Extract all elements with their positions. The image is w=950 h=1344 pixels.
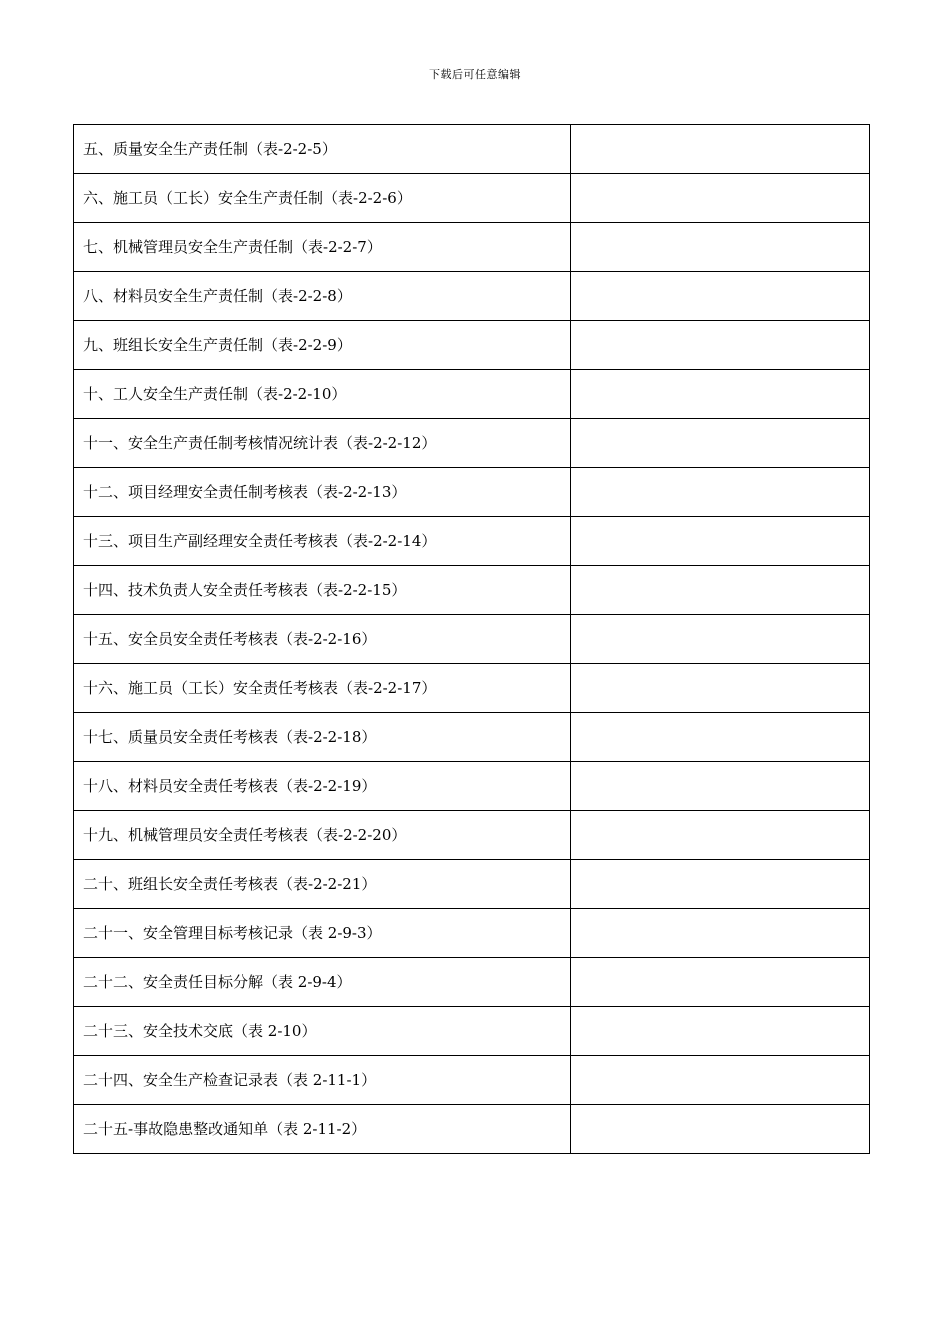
row-title: 十七、质量员安全责任考核表（表-2-2-18） xyxy=(74,713,571,762)
row-remark xyxy=(571,713,870,762)
table-row xyxy=(74,566,870,615)
table-row xyxy=(74,174,870,223)
table-row xyxy=(74,615,870,664)
row-title: 十、工人安全生产责任制（表-2-2-10） xyxy=(74,370,571,419)
row-remark xyxy=(571,1007,870,1056)
table-row xyxy=(74,762,870,811)
table-row xyxy=(74,370,870,419)
row-title: 十一、安全生产责任制考核情况统计表（表-2-2-12） xyxy=(74,419,571,468)
table-row xyxy=(74,1007,870,1056)
row-title: 七、机械管理员安全生产责任制（表-2-2-7） xyxy=(74,223,571,272)
table-row xyxy=(74,811,870,860)
row-title: 九、班组长安全生产责任制（表-2-2-9） xyxy=(74,321,571,370)
table-row xyxy=(74,664,870,713)
row-remark xyxy=(571,615,870,664)
row-title: 五、质量安全生产责任制（表-2-2-5） xyxy=(74,125,571,174)
table-row xyxy=(74,1105,870,1154)
row-title: 十三、项目生产副经理安全责任考核表（表-2-2-14） xyxy=(74,517,571,566)
row-title: 十二、项目经理安全责任制考核表（表-2-2-13） xyxy=(74,468,571,517)
table-row xyxy=(74,517,870,566)
row-title: 十五、安全员安全责任考核表（表-2-2-16） xyxy=(74,615,571,664)
table-row xyxy=(74,958,870,1007)
row-remark xyxy=(571,664,870,713)
row-remark xyxy=(571,370,870,419)
row-remark xyxy=(571,223,870,272)
table-row xyxy=(74,125,870,174)
row-remark xyxy=(571,958,870,1007)
row-remark xyxy=(571,566,870,615)
row-title: 六、施工员（工长）安全生产责任制（表-2-2-6） xyxy=(74,174,571,223)
row-title: 十四、技术负责人安全责任考核表（表-2-2-15） xyxy=(74,566,571,615)
row-remark xyxy=(571,174,870,223)
row-title: 二十、班组长安全责任考核表（表-2-2-21） xyxy=(74,860,571,909)
row-remark xyxy=(571,272,870,321)
row-remark xyxy=(571,1056,870,1105)
row-title: 十六、施工员（工长）安全责任考核表（表-2-2-17） xyxy=(74,664,571,713)
row-title: 十八、材料员安全责任考核表（表-2-2-19） xyxy=(74,762,571,811)
row-title: 十九、机械管理员安全责任考核表（表-2-2-20） xyxy=(74,811,571,860)
table-row xyxy=(74,419,870,468)
row-title: 八、材料员安全生产责任制（表-2-2-8） xyxy=(74,272,571,321)
table-row xyxy=(74,860,870,909)
row-remark xyxy=(571,811,870,860)
row-remark xyxy=(571,1105,870,1154)
row-remark xyxy=(571,125,870,174)
row-title: 二十三、安全技术交底（表 2-10） xyxy=(74,1007,571,1056)
row-remark xyxy=(571,419,870,468)
row-remark xyxy=(571,762,870,811)
header-note: 下载后可任意编辑 xyxy=(429,68,521,81)
row-remark xyxy=(571,321,870,370)
row-remark xyxy=(571,468,870,517)
table-row xyxy=(74,1056,870,1105)
row-remark xyxy=(571,517,870,566)
row-remark xyxy=(571,909,870,958)
table-row xyxy=(74,909,870,958)
row-remark xyxy=(571,860,870,909)
table-row xyxy=(74,713,870,762)
document-index-table xyxy=(73,124,870,1154)
row-title: 二十五-事故隐患整改通知单（表 2-11-2） xyxy=(74,1105,571,1154)
row-title: 二十四、安全生产检查记录表（表 2-11-1） xyxy=(74,1056,571,1105)
row-title: 二十一、安全管理目标考核记录（表 2-9-3） xyxy=(74,909,571,958)
table-row xyxy=(74,321,870,370)
table-row xyxy=(74,468,870,517)
row-title: 二十二、安全责任目标分解（表 2-9-4） xyxy=(74,958,571,1007)
table-row xyxy=(74,272,870,321)
table-row xyxy=(74,223,870,272)
